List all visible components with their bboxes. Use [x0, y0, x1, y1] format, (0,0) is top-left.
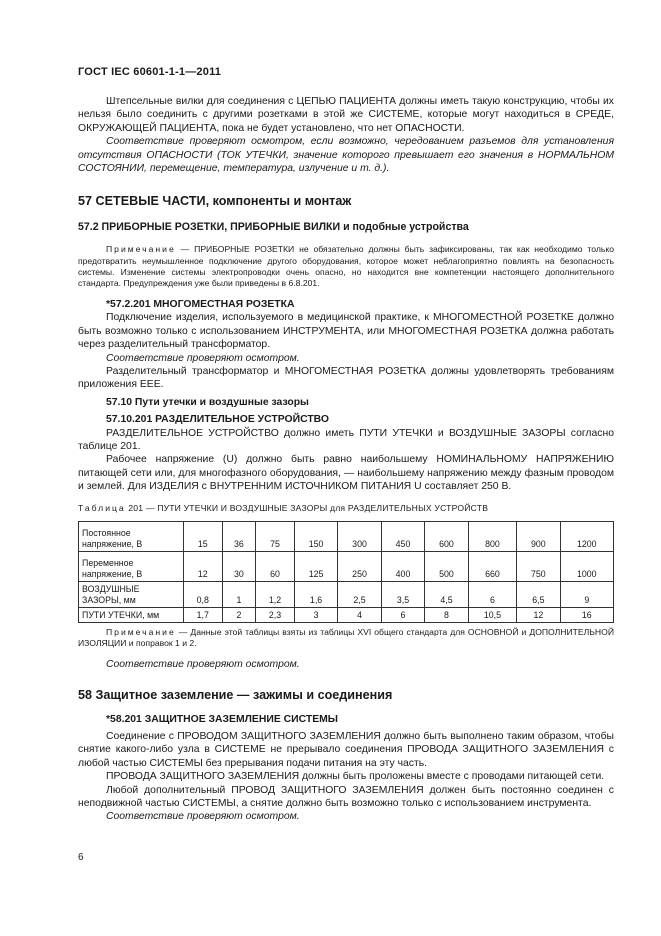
- table-cell: 660: [468, 551, 516, 581]
- page-number: 6: [78, 852, 84, 863]
- table-cell: 4,5: [425, 581, 468, 607]
- table-row: [79, 581, 614, 607]
- table-cell: 12: [184, 551, 223, 581]
- table-cell: 500: [425, 551, 468, 581]
- table-cell: 60: [256, 551, 295, 581]
- intro-compliance: Соответствие проверяют осмотром, если возможно, чередованием разъемов для установления отсутствия ОПАСНОСТИ (ТОК УТЕЧКИ, значение которого превышает его значения в НОРМАЛЬНОМ СОСТОЯНИИ, перемещение, температура, излучение и т. д.).: [78, 136, 614, 175]
- table-cell: 4: [338, 607, 381, 622]
- table-row: [79, 551, 614, 581]
- table-cell: 450: [381, 521, 424, 551]
- section-57-title: 57 СЕТЕВЫЕ ЧАСТИ, компоненты и монтаж: [78, 194, 352, 209]
- section-57-10-201-para1: РАЗДЕЛИТЕЛЬНОЕ УСТРОЙСТВО должно иметь ПУТИ УТЕЧКИ и ВОЗДУШНЫЕ ЗАЗОРЫ согласно таблице 201.: [78, 427, 614, 452]
- section-57-2-201-para1: Подключение изделия, используемого в медицинской практике, к МНОГОМЕСТНОЙ РОЗЕТКЕ должно быть возможно только с использованием ИНСТРУМЕНТА, или МНОГОМЕСТНАЯ РОЗЕТКА должна работать через разделительный трансформатор.: [78, 312, 614, 351]
- section-57-10-201-para2: Рабочее напряжение (U) должно быть равно наибольшему НОМИНАЛЬНОМУ НАПРЯЖЕНИЮ питающей сети или, для многофазного оборудования, — наибольшему напряжению между фазным проводом и землей. Для ИЗДЕЛИЯ с ВНУТРЕННИМ ИСТОЧНИКОМ ПИТАНИЯ U составляет 250 В.: [78, 454, 614, 493]
- section-57-2-201-check: Соответствие проверяют осмотром.: [106, 352, 300, 364]
- table-cell: 1200: [560, 521, 613, 551]
- section-57-10-201-title: 57.10.201 РАЗДЕЛИТЕЛЬНОЕ УСТРОЙСТВО: [106, 414, 329, 426]
- table-cell: 2,3: [256, 607, 295, 622]
- table-caption-text: 201 — ПУТИ УТЕЧКИ И ВОЗДУШНЫЕ ЗАЗОРЫ для РАЗДЕЛИТЕЛЬНЫХ УСТРОЙСТВ: [125, 502, 489, 513]
- section-58-201-para2: ПРОВОДА ЗАЩИТНОГО ЗАЗЕМЛЕНИЯ должны быть проложены вместе с проводами питающей сети.: [106, 771, 605, 783]
- section-58-201-para3: Любой дополнительный ПРОВОД ЗАЩИТНОГО ЗАЗЕМЛЕНИЯ должен быть постоянно соединен с неподвижной частью СИСТЕМЫ, а снятие должно быть возможно только с использованием инструмента.: [78, 784, 614, 810]
- table-row: [79, 607, 614, 622]
- table-cell: 1,2: [256, 581, 295, 607]
- table-cell: 150: [294, 521, 337, 551]
- table-cell: 30: [222, 551, 256, 581]
- table-cell: 600: [425, 521, 468, 551]
- section-57-10-title: 57.10 Пути утечки и воздушные зазоры: [106, 396, 309, 408]
- section-58-201-check: Соответствие проверяют осмотром.: [106, 811, 300, 823]
- table-caption: [78, 502, 614, 515]
- table-cell: 300: [338, 521, 381, 551]
- table-cell: 15: [184, 521, 223, 551]
- document-header: ГОСТ IEC 60601-1-1—2011: [78, 66, 222, 78]
- intro-paragraph: Штепсельные вилки для соединения с ЦЕПЬЮ ПАЦИЕНТА должны иметь такую конструкцию, чтобы их нельзя было соединить с другими розетками в этой же СИСТЕМЕ, которые могут находиться в СРЕДЕ, ОКРУЖАЮЩЕЙ ПАЦИЕНТА, пока не будет установлено, что нет ОПАСНОСТИ.: [78, 96, 614, 134]
- table-cell: 1000: [560, 551, 613, 581]
- table-check: Соответствие проверяют осмотром.: [106, 658, 300, 670]
- note-label: Примечание: [106, 244, 176, 255]
- section-57-2-201-title: *57.2.201 МНОГОМЕСТНАЯ РОЗЕТКА: [106, 298, 295, 310]
- note-label: Примечание: [106, 626, 176, 637]
- table-caption-label: Таблица: [78, 502, 126, 513]
- table-cell: 6: [468, 581, 516, 607]
- note-57-2: [78, 244, 614, 290]
- table-note: [78, 627, 614, 650]
- table-cell: 10,5: [468, 607, 516, 622]
- section-58-201-para1: Соединение с ПРОВОДОМ ЗАЩИТНОГО ЗАЗЕМЛЕНИЯ должно быть выполнено таким образом, чтобы снятие какого-либо узла в СИСТЕМЕ не прерывало соединения ПРОВОДА ЗАЩИТНОГО ЗАЗЕМЛЕНИЯ с любой частью СИСТЕМЫ без прерывания подачи питания на эту часть.: [78, 731, 614, 769]
- table-cell: 250: [338, 551, 381, 581]
- table-cell: 1,7: [184, 607, 223, 622]
- table-cell: 8: [425, 607, 468, 622]
- section-57-2-title: 57.2 ПРИБОРНЫЕ РОЗЕТКИ, ПРИБОРНЫЕ ВИЛКИ и подобные устройства: [78, 220, 469, 233]
- table-201: [78, 521, 614, 623]
- page-content: [78, 95, 614, 824]
- note-text: — Данные этой таблицы взяты из таблицы XVI общего стандарта для ОСНОВНОЙ и ДОПОЛНИТЕЛЬНОЙ ИЗОЛЯЦИИ и поправок 1 и 2.: [78, 626, 614, 649]
- table-cell: 3,5: [381, 581, 424, 607]
- table-cell: 36: [222, 521, 256, 551]
- table-cell: 6,5: [517, 581, 560, 607]
- section-57-2-201-para2: Разделительный трансформатор и МНОГОМЕСТНАЯ РОЗЕТКА должны удовлетворять требованиям приложения ЕЕЕ.: [78, 365, 614, 391]
- section-58-201-title: *58.201 ЗАЩИТНОЕ ЗАЗЕМЛЕНИЕ СИСТЕМЫ: [106, 713, 338, 725]
- table-cell: 9: [560, 581, 613, 607]
- table-row: [79, 521, 614, 551]
- row-label: Постоянное напряжение, В: [79, 521, 184, 551]
- table-cell: 125: [294, 551, 337, 581]
- row-label: Переменное напряжение, В: [79, 551, 184, 581]
- table-cell: 2: [222, 607, 256, 622]
- table-cell: 0,8: [184, 581, 223, 607]
- table-cell: 900: [517, 521, 560, 551]
- section-58-title: 58 Защитное заземление — зажимы и соединения: [78, 688, 393, 703]
- table-cell: 400: [381, 551, 424, 581]
- table-cell: 800: [468, 521, 516, 551]
- table-cell: 12: [517, 607, 560, 622]
- table-cell: 1,6: [294, 581, 337, 607]
- table-cell: 6: [381, 607, 424, 622]
- table-cell: 75: [256, 521, 295, 551]
- note-text: — ПРИБОРНЫЕ РОЗЕТКИ не обязательно должны быть зафиксированы, так как необходимо только предотвратить неумышленное подключение другого оборудования, которое может неблагоприятно повлиять на безопасность системы. Изменение системы электропроводки очень опасно, но находится вне компетенции настоящего дополнительного стандарта. Предупреждения уже были приведены в 6.8.201.: [78, 244, 614, 289]
- table-cell: 3: [294, 607, 337, 622]
- row-label: ВОЗДУШНЫЕ ЗАЗОРЫ, мм: [79, 581, 184, 607]
- row-label: ПУТИ УТЕЧКИ, мм: [79, 607, 184, 622]
- table-cell: 2,5: [338, 581, 381, 607]
- table-cell: 1: [222, 581, 256, 607]
- table-cell: 16: [560, 607, 613, 622]
- table-cell: 750: [517, 551, 560, 581]
